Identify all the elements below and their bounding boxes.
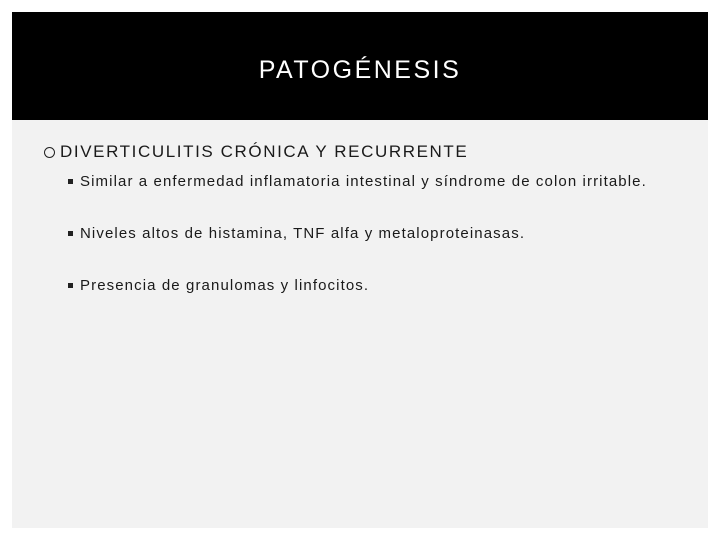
sub-bullet-3 [58,276,684,296]
sub-bullet-2 [58,224,684,244]
square-bullet-icon [68,283,73,288]
heading-bullet [44,140,684,164]
sub-bullet-text: Presencia de granulomas y linfocitos. [80,277,370,294]
sub-bullet-1 [58,172,670,192]
square-bullet-icon [68,231,73,236]
square-bullet-icon [68,179,73,184]
sub-bullet-text: Niveles altos de histamina, TNF alfa y metaloproteinasas. [80,225,526,242]
heading-text: DIVERTICULITIS CRÓNICA Y RECURRENTE [60,142,469,161]
ring-bullet-icon [44,147,55,158]
slide-content [44,140,684,296]
sub-bullet-text: Similar a enfermedad inflamatoria intestinal y síndrome de colon irritable. [80,173,647,190]
slide-title: PATOGÉNESIS [258,55,462,84]
title-bar [12,12,708,120]
